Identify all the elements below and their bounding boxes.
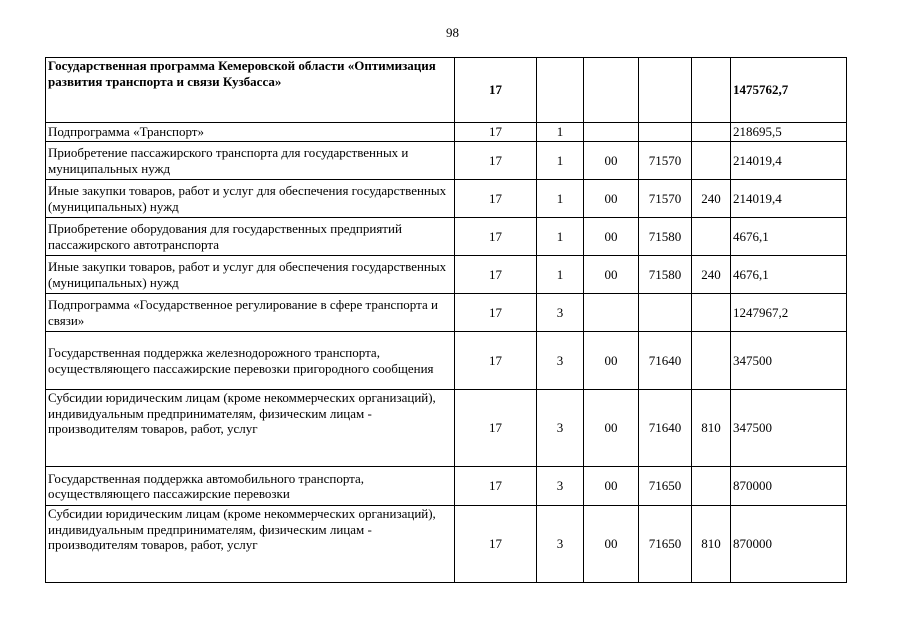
amount-cell: 4676,1 bbox=[731, 256, 847, 294]
amount-cell: 1247967,2 bbox=[731, 294, 847, 332]
budget-table bbox=[45, 57, 847, 583]
subprogram-code-cell: 3 bbox=[537, 390, 584, 467]
type-code-cell bbox=[692, 294, 731, 332]
row-name-cell: Иные закупки товаров, работ и услуг для обеспечения государственных (муниципальных) нужд bbox=[46, 180, 455, 218]
program-code-cell: 17 bbox=[455, 123, 537, 142]
type-code-cell bbox=[692, 218, 731, 256]
subprogram-code-cell: 1 bbox=[537, 142, 584, 180]
expense-code-cell: 71650 bbox=[639, 467, 692, 506]
program-code-cell: 17 bbox=[455, 218, 537, 256]
subprogram-code-cell: 1 bbox=[537, 256, 584, 294]
row-name-cell: Приобретение пассажирского транспорта для государственных и муниципальных нужд bbox=[46, 142, 455, 180]
expense-code-cell bbox=[639, 294, 692, 332]
amount-cell: 4676,1 bbox=[731, 218, 847, 256]
type-code-cell bbox=[692, 142, 731, 180]
program-code-cell: 17 bbox=[455, 506, 537, 583]
table-row bbox=[46, 142, 847, 180]
row-name-cell: Субсидии юридическим лицам (кроме некоммерческих организаций), индивидуальным предпринимателям, физическим лицам - производителям товаров, работ, услуг bbox=[46, 506, 455, 583]
direction-code-cell: 00 bbox=[584, 256, 639, 294]
type-code-cell bbox=[692, 123, 731, 142]
table-row bbox=[46, 58, 847, 123]
expense-code-cell: 71640 bbox=[639, 332, 692, 390]
row-name-cell: Государственная поддержка автомобильного транспорта, осуществляющего пассажирские перевозки bbox=[46, 467, 455, 506]
amount-cell: 214019,4 bbox=[731, 180, 847, 218]
type-code-cell bbox=[692, 58, 731, 123]
subprogram-code-cell: 3 bbox=[537, 506, 584, 583]
row-name-cell: Иные закупки товаров, работ и услуг для обеспечения государственных (муниципальных) нужд bbox=[46, 256, 455, 294]
row-name-cell: Государственная поддержка железнодорожного транспорта, осуществляющего пассажирские перевозки пригородного сообщения bbox=[46, 332, 455, 390]
expense-code-cell bbox=[639, 123, 692, 142]
amount-cell: 347500 bbox=[731, 390, 847, 467]
amount-cell: 1475762,7 bbox=[731, 58, 847, 123]
type-code-cell: 810 bbox=[692, 390, 731, 467]
direction-code-cell: 00 bbox=[584, 390, 639, 467]
row-name-cell: Приобретение оборудования для государственных предприятий пассажирского автотранспорта bbox=[46, 218, 455, 256]
table-row bbox=[46, 467, 847, 506]
row-name-cell: Субсидии юридическим лицам (кроме некоммерческих организаций), индивидуальным предпринимателям, физическим лицам - производителям товаров, работ, услуг bbox=[46, 390, 455, 467]
type-code-cell: 240 bbox=[692, 180, 731, 218]
program-code-cell: 17 bbox=[455, 180, 537, 218]
table-row bbox=[46, 332, 847, 390]
type-code-cell: 810 bbox=[692, 506, 731, 583]
row-name-cell: Подпрограмма «Транспорт» bbox=[46, 123, 455, 142]
expense-code-cell: 71570 bbox=[639, 180, 692, 218]
amount-cell: 218695,5 bbox=[731, 123, 847, 142]
direction-code-cell bbox=[584, 294, 639, 332]
amount-cell: 870000 bbox=[731, 506, 847, 583]
direction-code-cell: 00 bbox=[584, 218, 639, 256]
direction-code-cell bbox=[584, 123, 639, 142]
expense-code-cell: 71580 bbox=[639, 256, 692, 294]
expense-code-cell: 71580 bbox=[639, 218, 692, 256]
page-number: 98 bbox=[446, 25, 459, 40]
program-code-cell: 17 bbox=[455, 142, 537, 180]
expense-code-cell: 71570 bbox=[639, 142, 692, 180]
subprogram-code-cell: 3 bbox=[537, 467, 584, 506]
direction-code-cell: 00 bbox=[584, 332, 639, 390]
program-code-cell: 17 bbox=[455, 332, 537, 390]
amount-cell: 214019,4 bbox=[731, 142, 847, 180]
amount-cell: 870000 bbox=[731, 467, 847, 506]
expense-code-cell: 71640 bbox=[639, 390, 692, 467]
expense-code-cell bbox=[639, 58, 692, 123]
direction-code-cell: 00 bbox=[584, 467, 639, 506]
table-row bbox=[46, 256, 847, 294]
subprogram-code-cell: 1 bbox=[537, 123, 584, 142]
table-row bbox=[46, 506, 847, 583]
direction-code-cell bbox=[584, 58, 639, 123]
program-code-cell: 17 bbox=[455, 256, 537, 294]
program-code-cell: 17 bbox=[455, 294, 537, 332]
subprogram-code-cell: 1 bbox=[537, 180, 584, 218]
expense-code-cell: 71650 bbox=[639, 506, 692, 583]
subprogram-code-cell bbox=[537, 58, 584, 123]
direction-code-cell: 00 bbox=[584, 142, 639, 180]
program-code-cell: 17 bbox=[455, 58, 537, 123]
direction-code-cell: 00 bbox=[584, 506, 639, 583]
table-row bbox=[46, 123, 847, 142]
table-row bbox=[46, 294, 847, 332]
program-code-cell: 17 bbox=[455, 467, 537, 506]
subprogram-code-cell: 3 bbox=[537, 332, 584, 390]
program-code-cell: 17 bbox=[455, 390, 537, 467]
direction-code-cell: 00 bbox=[584, 180, 639, 218]
table-row bbox=[46, 180, 847, 218]
row-name-cell: Государственная программа Кемеровской области «Оптимизация развития транспорта и связи Кузбасса» bbox=[46, 58, 455, 123]
type-code-cell: 240 bbox=[692, 256, 731, 294]
type-code-cell bbox=[692, 467, 731, 506]
table-row bbox=[46, 390, 847, 467]
amount-cell: 347500 bbox=[731, 332, 847, 390]
row-name-cell: Подпрограмма «Государственное регулирование в сфере транспорта и связи» bbox=[46, 294, 455, 332]
subprogram-code-cell: 3 bbox=[537, 294, 584, 332]
type-code-cell bbox=[692, 332, 731, 390]
table-row bbox=[46, 218, 847, 256]
subprogram-code-cell: 1 bbox=[537, 218, 584, 256]
